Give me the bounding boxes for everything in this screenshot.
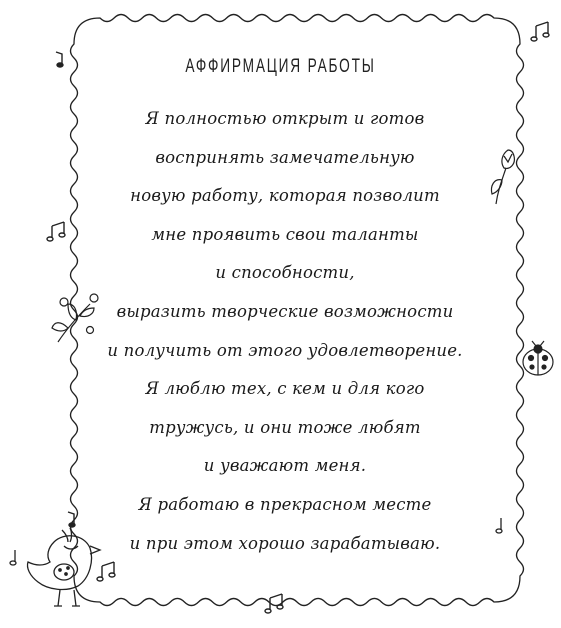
double-music-note-icon (97, 562, 115, 581)
affirmation-line: и способности, (215, 263, 355, 283)
double-music-note-icon (531, 22, 549, 41)
affirmation-line: выразить творческие возможности (116, 301, 454, 321)
affirmation-line: мне проявить свои таланты (151, 224, 419, 244)
tulip-icon (491, 150, 514, 204)
ladybug-icon (523, 341, 553, 375)
affirmation-line: новую работу, которая позволит (130, 186, 440, 206)
affirmation-line: и при этом хорошо зарабатываю. (129, 533, 441, 553)
affirmation-line: и уважают меня. (203, 456, 367, 476)
music-note-icon (56, 52, 63, 67)
affirmation-line: тружусь, и они тоже любят (149, 417, 421, 437)
affirmation-line: Я полностью открыт и готов (145, 109, 425, 128)
music-note-icon (496, 518, 502, 533)
affirmation-text (80, 100, 490, 563)
music-note-icon (10, 550, 16, 565)
double-music-note-icon (47, 222, 65, 241)
affirmation-line: Я люблю тех, с кем и для кого (145, 379, 425, 399)
music-note-icon (68, 512, 75, 527)
affirmation-line: воспринять замечательную (155, 147, 415, 167)
affirmation-title: АФФИРМАЦИЯ РАБОТЫ (185, 56, 376, 77)
affirmation-line: Я работаю в прекрасном месте (138, 494, 432, 514)
affirmation-line: и получить от этого удовлетворение. (107, 340, 463, 360)
